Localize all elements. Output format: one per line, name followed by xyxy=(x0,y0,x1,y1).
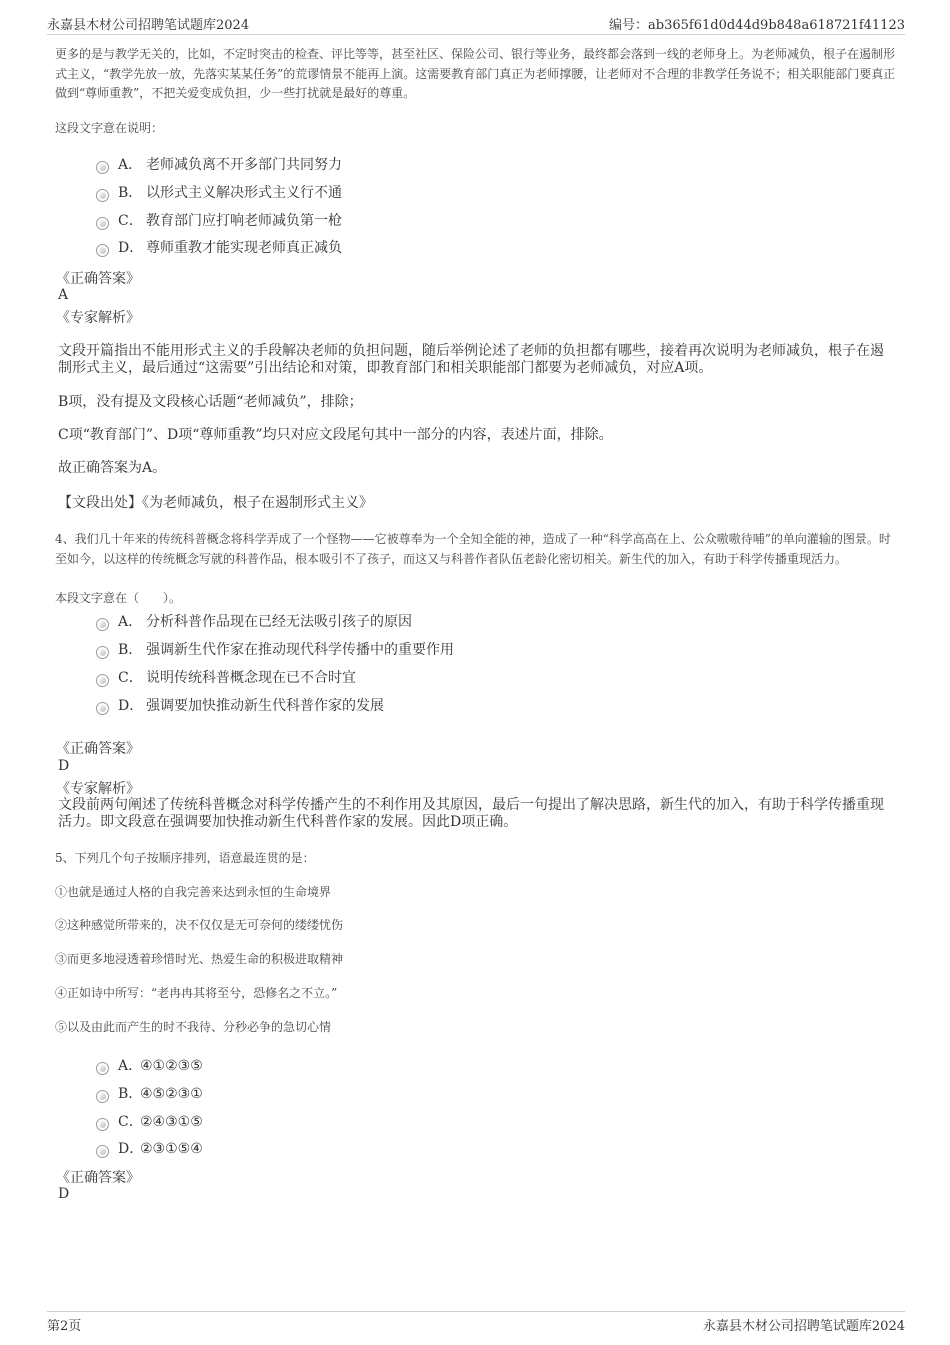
option-letter: D． xyxy=(118,1141,144,1157)
q3-analysis-4: 故正确答案为A。 xyxy=(58,460,167,476)
q3-passage: 更多的是与教学无关的，比如，不定时突击的检查、评比等等，甚至社区、保险公司、银行等业务，最终都会落到一线的老师身上。为老师减负，根子在遏制形式主义，“教学先放一放，先落实某某任务”的荒谬情景不能再上演。这需要教育部门真正为老师撑腰，让老师对不合理的非教学任务说不；相关职能部门要真正做到“尊师重教”，不把关爱变成负担，少一些打扰就是最好的尊重。 xyxy=(55,47,896,100)
q5-option-a[interactable] xyxy=(96,1055,203,1075)
q3-analysis-1: 文段开篇指出不能用形式主义的手段解决老师的负担问题，随后举例论述了老师的负担都有哪些，接着再次说明为老师减负，根子在遏制形式主义，最后通过“这需要”引出结论和对策，即教育部门和相关职能部门都要为老师减负，对应A项。 xyxy=(58,343,884,376)
page-footer xyxy=(47,1311,905,1334)
q4-prompt: 本段文字意在（ ）。 xyxy=(55,591,182,605)
q4-option-c[interactable] xyxy=(96,667,356,687)
radio-icon[interactable] xyxy=(96,1090,109,1103)
q5-sentence-5: ⑤以及由此而产生的时不我待、分秒必争的急切心情 xyxy=(55,1020,332,1034)
option-letter: A． xyxy=(118,614,143,630)
q3-analysis-label: 《专家解析》 xyxy=(56,310,140,326)
radio-icon[interactable] xyxy=(96,1145,109,1158)
q3-answer: A xyxy=(58,287,69,303)
radio-icon[interactable] xyxy=(96,161,109,174)
q4-analysis: 文段前两句阐述了传统科普概念对科学传播产生的不利作用及其原因，最后一句提出了解决思路，新生代的加入，有助于科学传播重现活力。即文段意在强调要加快推动新生代科普作家的发展。因此D项正确。 xyxy=(58,797,884,830)
q3-prompt: 这段文字意在说明： xyxy=(55,121,164,135)
header-code: 编号：ab365f61d0d44d9b848a618721f41123 xyxy=(609,18,905,33)
page-header xyxy=(47,0,905,35)
radio-icon[interactable] xyxy=(96,674,109,687)
q4-option-d[interactable] xyxy=(96,695,384,715)
q3-option-a[interactable] xyxy=(96,154,342,174)
option-letter: C． xyxy=(118,670,143,686)
option-letter: B． xyxy=(118,1086,143,1102)
q4-option-a[interactable] xyxy=(96,611,412,631)
q4-answer: D xyxy=(58,758,70,774)
radio-icon[interactable] xyxy=(96,1118,109,1131)
q3-option-b[interactable] xyxy=(96,182,342,202)
option-text: 尊师重教才能实现老师真正减负 xyxy=(146,240,342,256)
option-letter: D． xyxy=(118,240,144,256)
option-text: 说明传统科普概念现在已不合时宜 xyxy=(146,670,356,686)
q5-sentence-2: ②这种感觉所带来的，决不仅仅是无可奈何的缕缕忧伤 xyxy=(55,918,344,932)
q3-analysis-3: C项“教育部门”、D项“尊师重教”均只对应文段尾句其中一部分的内容，表述片面，排除。 xyxy=(58,427,613,443)
q4-passage: 4、我们几十年来的传统科普概念将科学弄成了一个怪物——它被尊奉为一个全知全能的神，造成了一种“科学高高在上、公众嗷嗷待哺”的单向灌输的图景。时至如今，以这样的传统概念写就的科普作品，根本吸引不了孩子，而这又与科普作者队伍老龄化密切相关。新生代的加入，有助于科学传播重现活力。 xyxy=(55,532,891,566)
radio-icon[interactable] xyxy=(96,217,109,230)
q5-prompt: 5、下列几个句子按顺序排列，语意最连贯的是： xyxy=(55,851,315,865)
radio-icon[interactable] xyxy=(96,702,109,715)
option-letter: B． xyxy=(118,642,143,658)
option-text: ④①②③⑤ xyxy=(140,1058,203,1074)
q5-answer: D xyxy=(58,1186,70,1202)
radio-icon[interactable] xyxy=(96,189,109,202)
header-title: 永嘉县木材公司招聘笔试题库2024 xyxy=(47,18,250,33)
q4-option-b[interactable] xyxy=(96,639,454,659)
option-text: ②④③①⑤ xyxy=(140,1114,203,1130)
option-text: 分析科普作品现在已经无法吸引孩子的原因 xyxy=(146,614,412,630)
q4-answer-label: 《正确答案》 xyxy=(56,741,140,757)
radio-icon[interactable] xyxy=(96,618,109,631)
q3-source: 【文段出处】《为老师减负，根子在遏制形式主义》 xyxy=(58,495,373,511)
q3-answer-label: 《正确答案》 xyxy=(56,271,140,287)
option-text: 老师减负离不开多部门共同努力 xyxy=(146,157,342,173)
q4-analysis-label: 《专家解析》 xyxy=(56,781,140,797)
option-text: 强调要加快推动新生代科普作家的发展 xyxy=(146,698,384,714)
option-letter: D． xyxy=(118,698,144,714)
q3-option-c[interactable] xyxy=(96,210,342,230)
q5-option-b[interactable] xyxy=(96,1083,203,1103)
q5-sentence-1: ①也就是通过人格的自我完善来达到永恒的生命境界 xyxy=(55,885,332,899)
q5-option-c[interactable] xyxy=(96,1111,203,1131)
option-text: 教育部门应打响老师减负第一枪 xyxy=(146,213,342,229)
radio-icon[interactable] xyxy=(96,646,109,659)
option-letter: A． xyxy=(118,157,143,173)
option-text: ④⑤②③① xyxy=(140,1086,203,1102)
radio-icon[interactable] xyxy=(96,1062,109,1075)
option-letter: C． xyxy=(118,213,143,229)
q5-answer-label: 《正确答案》 xyxy=(56,1170,140,1186)
q5-sentence-4: ④正如诗中所写：“老冉冉其将至兮，恐修名之不立。” xyxy=(55,986,338,1000)
option-letter: B． xyxy=(118,185,143,201)
radio-icon[interactable] xyxy=(96,244,109,257)
footer-title: 永嘉县木材公司招聘笔试题库2024 xyxy=(702,1319,905,1334)
option-letter: C． xyxy=(118,1114,143,1130)
option-text: 以形式主义解决形式主义行不通 xyxy=(146,185,342,201)
q3-option-d[interactable] xyxy=(96,237,342,257)
footer-page-number: 第2页 xyxy=(47,1319,82,1334)
q3-analysis-2: B项，没有提及文段核心话题“老师减负”，排除； xyxy=(58,394,363,410)
option-text: 强调新生代作家在推动现代科学传播中的重要作用 xyxy=(146,642,454,658)
q5-option-d[interactable] xyxy=(96,1138,203,1158)
q5-sentence-3: ③而更多地浸透着珍惜时光、热爱生命的积极进取精神 xyxy=(55,952,344,966)
option-text: ②③①⑤④ xyxy=(140,1141,203,1157)
option-letter: A． xyxy=(118,1058,143,1074)
